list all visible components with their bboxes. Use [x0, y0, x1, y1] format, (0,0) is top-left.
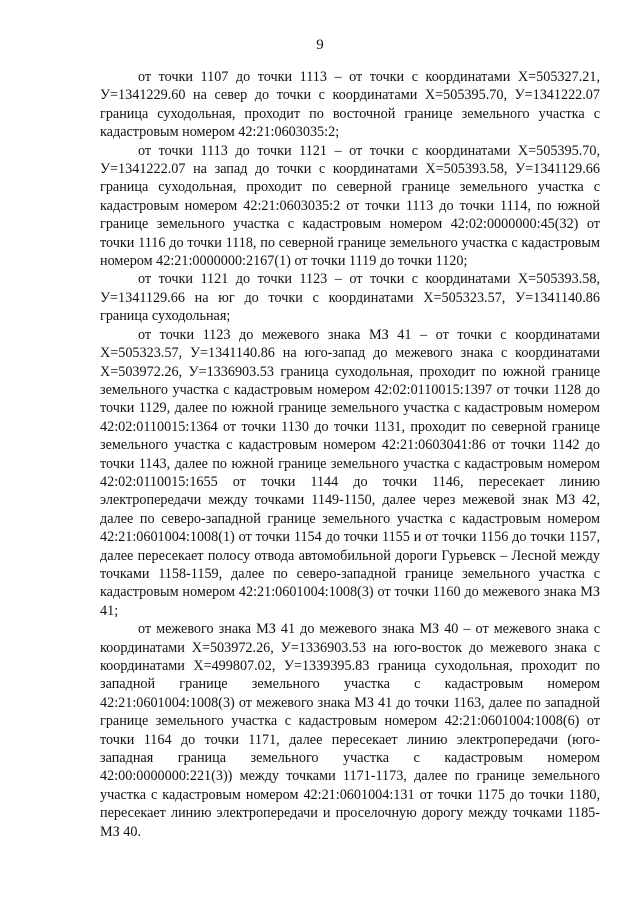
paragraph-1121-1123: от точки 1121 до точки 1123 – от точки с координатами Х=505393.58, У=1341129.66 на юг до точки с координатами Х=505323.57, У=1341140.86 граница суходольная; [100, 271, 600, 325]
paragraph-1107-1113: от точки 1107 до точки 1113 – от точки с координатами Х=505327.21, У=1341229.60 на север до точки с координатами Х=505395.70, У=1341222.07 граница суходольная, проходит по восточной границе земельного участка с кадастровым номером 42:21:0603035:2; [100, 69, 600, 141]
paragraph-1123-mz41: от точки 1123 до межевого знака МЗ 41 – от точки с координатами Х=505323.57, У=1341140.86 на юго-запад до межевого знака с координатами Х=503972.26, У=1336903.53 граница суходольная, проходит по южной границе земельного участка с кадастровым номером 42:02:0110015:1397 от точки 1128 до точки 1129, далее по южной границе земельного участка с кадастровым номером 42:02:0110015:1364 от точки 1130 до точки 1131, проходит по северной границе земельного участка с кадастровым номером 42:21:0603041:86 от точки 1142 до точки 1143, далее по южной границе земельного участка с кадастровым номером 42:02:0110015:1655 от точки 1144 до точки 1146, пересекает линию электропередачи между точками 1149-1150, далее через межевой знак МЗ 42, далее по северо-западной границе земельного участка с кадастровым номером 42:21:0601004:1008(1) от точки 1154 до точки 1155 и от точки 1156 до точки 1157, далее пересекает полосу отвода автомобильной дороги Гурьевск – Лесной между точками 1158-1159, далее по северо-западной границе земельного участка с кадастровым номером 42:21:0601004:1008(3) от точки 1160 до межевого знака МЗ 41; [100, 326, 600, 619]
paragraph-mz41-mz40: от межевого знака МЗ 41 до межевого знака МЗ 40 – от межевого знака с координатами Х=503972.26, У=1336903.53 на юго-восток до межевого знака с координатами Х=499807.02, У=1339395.83 граница суходольная, проходит по западной границе земельного участка с кадастровым номером 42:21:0601004:1008(3) от межевого знака МЗ 41 до точки 1163, далее по западной границе земельного участка с кадастровым номером 42:21:0601004:1008(6) от точки 1164 до точки 1171, далее пересекает линию электропередачи (юго-западная граница земельного участка с кадастровым номером 42:00:0000000:221(3)) между точками 1171-1173, далее по границе земельного участка с кадастровым номером 42:21:0601004:131 от точки 1175 до точки 1180, пересекает линию электропередачи и проселочную дорогу между точками 1185-МЗ 40. [100, 621, 600, 840]
page-number: 9 [316, 37, 324, 53]
paragraph-1113-1121: от точки 1113 до точки 1121 – от точки с координатами Х=505395.70, У=1341222.07 на запад до точки с координатами Х=505393.58, У=1341129.66 граница суходольная, проходит по северной границе земельного участка с кадастровым номером 42:21:0603035:2 от точки 1113 до точки 1114, по южной границе земельного участка с кадастровым номером 42:02:0000000:45(32) от точки 1116 до точки 1118, по северной границе земельного участка с кадастровым номером 42:21:0000000:2167(1) от точки 1119 до точки 1120; [100, 142, 600, 270]
document-body [100, 68, 600, 841]
